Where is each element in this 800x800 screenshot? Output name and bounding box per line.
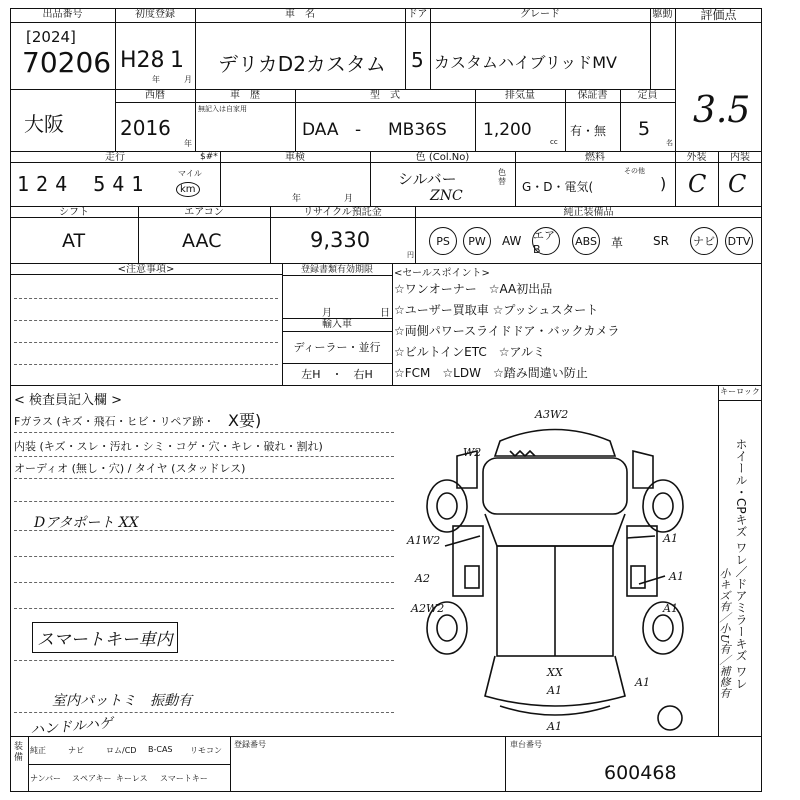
sales-points-header: <セールスポイント>	[394, 268, 490, 279]
car-name-header: 車 名	[285, 9, 315, 20]
capacity-value: 5	[638, 118, 651, 140]
steering-label: 左H ・ 右H	[301, 368, 373, 381]
glass-mark: X要)	[228, 411, 262, 430]
recycle-unit: 円	[407, 251, 414, 259]
shift-value: AT	[62, 230, 86, 252]
mark-r2: A1	[669, 570, 684, 583]
bottom-item-1: ナビ	[68, 746, 84, 755]
mark-mid: XX	[547, 666, 563, 679]
mark-l1: A1W2	[407, 534, 441, 547]
car-name-value: デリカD2カスタム	[218, 52, 386, 76]
chassis-header: 車台番号	[510, 740, 542, 749]
reg-docs-header: 登録書類有効期限	[300, 265, 373, 275]
capacity-header: 定員	[637, 90, 658, 101]
region-value: 大阪	[24, 112, 64, 136]
color-value: シルバー	[398, 170, 457, 188]
equipment-6: SR	[653, 234, 669, 248]
sales-point-2: ☆両側パワースライドドア・バックカメラ	[394, 324, 620, 338]
bottom-item-3: B-CAS	[148, 745, 173, 754]
bottom-item-0: 純正	[30, 746, 46, 755]
fuel-value: G・D・電気(	[522, 180, 594, 194]
equipment-3: エアB	[532, 227, 560, 255]
mileage-header: 走行	[105, 152, 125, 163]
bottom-item-4: リモコン	[190, 746, 222, 755]
keylock-header: キーロック	[720, 387, 760, 396]
model-header: 型 式	[370, 90, 400, 101]
color-header: 色 (Col.No)	[415, 152, 470, 163]
equipment-0: PS	[429, 227, 457, 255]
chassis-value: 600468	[604, 762, 677, 784]
lot-header: 出品番号	[42, 9, 83, 20]
interior-value: C	[728, 170, 747, 198]
hand-note-2: 室内パットミ 振動有	[52, 693, 192, 709]
displacement-value: 1,200	[483, 120, 532, 140]
mark-rear: A1	[547, 720, 562, 731]
mark-top: A3W2	[535, 408, 569, 421]
doors-value: 5	[411, 48, 424, 72]
mileage-unit-mile: マイル	[178, 169, 202, 178]
color-code: ZNC	[430, 188, 463, 204]
equipment-header: 純正装備品	[563, 207, 614, 218]
score-header: 評価点	[700, 8, 737, 22]
aircon-value: AAC	[182, 230, 222, 252]
mileage-digits: 124 541	[17, 172, 151, 196]
score-value: 3.5	[693, 90, 751, 131]
bottom-item-2: ロム/CD	[106, 746, 137, 755]
warranty-value: 有・無	[570, 124, 607, 138]
sales-point-0: ☆ワンオーナー ☆AA初出品	[394, 282, 553, 296]
equipment-5: 革	[611, 236, 624, 250]
first-reg-month-unit: 月	[184, 75, 192, 84]
bottom-item2-3: スマートキー	[160, 774, 208, 783]
inspection-year-unit: 年	[292, 194, 302, 204]
import-label: 輸入車	[322, 319, 352, 330]
car-diagram	[405, 396, 705, 731]
model-dash: -	[355, 120, 362, 140]
caution-header: <注意事項>	[117, 264, 175, 275]
inspector-header: < 検査員記入欄 >	[14, 393, 123, 408]
fuel-header: 燃料	[585, 152, 605, 163]
first-reg-era: H28	[120, 48, 165, 73]
grade-value: カスタムハイブリッドMV	[434, 53, 617, 72]
mileage-unit-km: km	[176, 182, 200, 197]
displacement-header: 排気量	[505, 90, 535, 101]
exterior-header: 外装	[686, 152, 707, 163]
capacity-unit: 名	[666, 139, 673, 147]
equipment-4: ABS	[572, 227, 600, 255]
audio-line: オーディオ (無し・穴) / タイヤ (スタッドレス)	[14, 462, 246, 475]
color-change-label: 色替	[498, 168, 506, 186]
hand-note-3: ハンドルハゲ	[29, 715, 114, 739]
reg-docs-day: 日	[380, 308, 390, 319]
fuel-close: )	[660, 174, 667, 193]
lot-year: [2024]	[26, 28, 76, 46]
equipment-8: DTV	[725, 227, 753, 255]
smart-key-note: スマートキー車内	[32, 622, 178, 653]
mark-l2: A2	[415, 572, 430, 585]
exterior-value: C	[688, 170, 707, 198]
fuel-other: その他	[624, 167, 645, 175]
first-reg-year-unit: 年	[152, 75, 160, 84]
history-note: 無記入は自家用	[198, 105, 247, 113]
glass-line: Fガラス (キズ・飛石・ヒビ・リペア跡・	[14, 415, 215, 428]
equipment-2: AW	[502, 234, 522, 248]
mark-l3: A2W2	[411, 602, 445, 615]
sales-point-4: ☆FCM ☆LDW ☆踏み間違い防止	[394, 366, 588, 380]
keylock-side-text-2: 小キズ有／小U有／補修有	[718, 568, 731, 699]
sales-point-3: ☆ビルトインETC ☆アルミ	[394, 345, 546, 359]
bottom-equip-label: 装備	[14, 742, 24, 763]
model-code: MB36S	[388, 120, 447, 140]
mark-low: A1	[547, 684, 562, 697]
inspection-month-unit: 月	[344, 194, 354, 204]
model-prefix: DAA	[302, 120, 339, 140]
reg-number-header: 登録番号	[234, 740, 266, 749]
hand-note-1: Dアタポート XX	[34, 515, 139, 531]
history-header: 車 歴	[230, 90, 260, 101]
mark-r3: A1	[663, 602, 678, 615]
bottom-item2-0: ナンバー	[30, 774, 62, 783]
lot-number: 70206	[22, 46, 112, 79]
aircon-header: エアコン	[184, 207, 224, 218]
model-year-unit: 年	[184, 139, 192, 148]
grade-header: グレード	[520, 9, 560, 20]
inspection-header: 車検	[285, 152, 305, 163]
bottom-item2-1: スペアキー	[72, 774, 112, 783]
interior-header: 内装	[730, 152, 750, 163]
doors-header: ドア	[407, 9, 428, 20]
mark-r1: A1	[663, 532, 678, 545]
displacement-unit: cc	[550, 138, 558, 146]
equipment-7: ナビ	[690, 227, 718, 255]
drive-header: 駆動	[652, 9, 673, 20]
auction-sheet	[10, 8, 762, 792]
warranty-header: 保証書	[577, 90, 608, 101]
bottom-item2-2: キーレス	[116, 774, 148, 783]
dealer-label: ディーラー・並行	[293, 341, 381, 354]
recycle-header: リサイクル預託金	[303, 207, 382, 218]
first-reg-month: 1	[170, 48, 184, 73]
reg-docs-month: 月	[322, 308, 332, 319]
equipment-1: PW	[463, 227, 491, 255]
model-year-header: 西暦	[145, 90, 165, 101]
keylock-side-text: ホイール・CPキズ ワレ／ドアミラーキズ ワレ	[734, 438, 748, 690]
sales-point-1: ☆ユーザー買取車 ☆プッシュスタート	[394, 303, 599, 317]
interior-line: 内装 (キズ・スレ・汚れ・シミ・コゲ・穴・キレ・破れ・割れ)	[14, 440, 323, 453]
recycle-value: 9,330	[310, 228, 371, 252]
mileage-prefix: $#*	[200, 152, 218, 162]
model-year-value: 2016	[120, 116, 171, 140]
first-reg-header: 初度登録	[135, 9, 175, 20]
mark-tl: W2	[463, 446, 482, 459]
mark-rear-side: A1	[635, 676, 650, 689]
shift-header: シフト	[59, 207, 89, 218]
